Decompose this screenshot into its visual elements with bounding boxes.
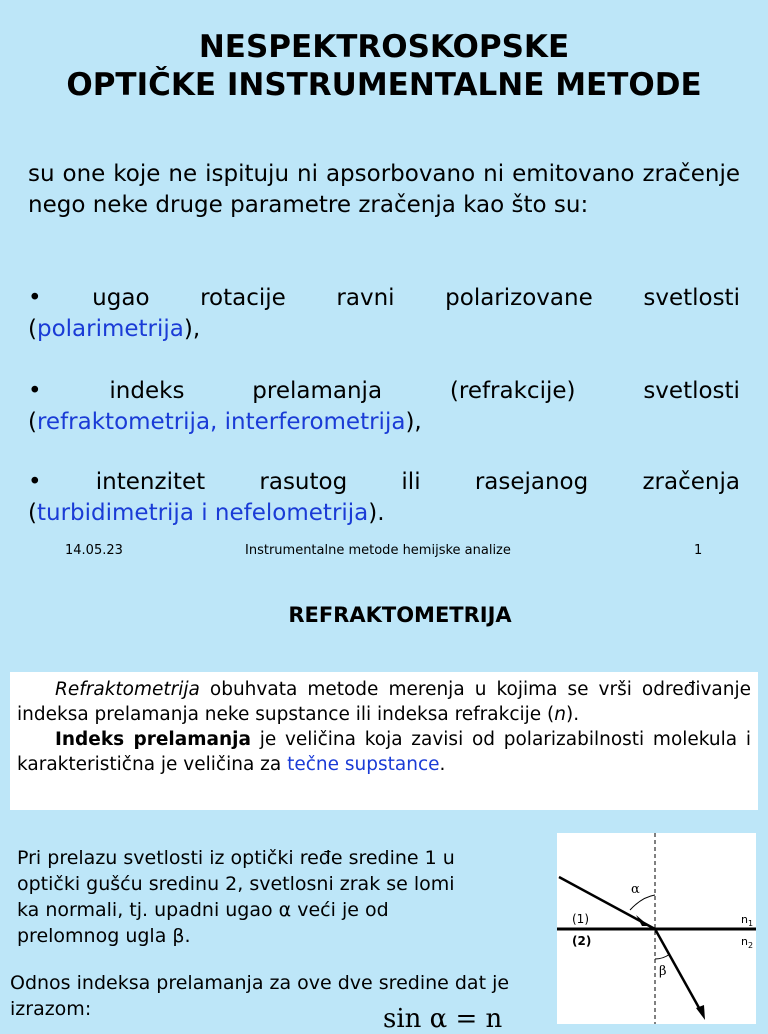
bullet-word: intenzitet [95,469,206,495]
section-title: REFRAKTOMETRIJA [288,603,512,627]
ratio-text: Odnos indeksa prelamanja za ove dve sredine dat je izrazom: [10,972,510,1020]
paren: ( [28,500,37,526]
refraction-explanation [17,845,477,949]
bullet-marker: • [28,285,42,311]
slide-title-line-2: OPTIČKE INSTRUMENTALNE METODE [66,67,702,103]
alpha-label: α [631,882,640,897]
bullet-polarimetry [28,283,740,345]
bullet-word: (refrakcije) [449,378,576,404]
definition-text: ). [566,704,580,725]
bullet-word: zračenja [642,469,740,495]
slide-title [0,28,768,104]
highlight-term: tečne supstance [287,754,440,775]
definition-text: . [439,754,446,775]
slide-title-line-1: NESPEKTROSKOPSKE [198,29,570,65]
explanation-text: Pri prelazu svetlosti iz optički ređe sredine 1 u optički gušću sredinu 2, svetlosni zrak se lomi ka normali, tj. upadni ugao [17,847,455,921]
formula: sin α = n [383,1004,503,1034]
bullet-marker: • [28,469,42,495]
intro-paragraph: su one koje ne ispituju ni apsorbovano ni emitovano zračenje nego neke druge parametre zračenja kao što su: [28,161,740,218]
paren: ), [183,316,201,342]
bullet-word: indeks [109,378,185,404]
term-italic: Refraktometrija [55,679,200,700]
n2-label: $n_2$ [741,935,754,950]
bullet-word: prelamanja [252,378,383,404]
paren: ( [28,316,37,342]
bullet-turbidimetry [28,467,740,529]
bullet-word: rasutog [259,469,348,495]
paren: ). [368,500,385,526]
n1-label: $n_1$ [741,913,754,928]
bullet-refractometry [28,376,740,438]
beta-arc [655,954,670,959]
footer-course: Instrumentalne metode hemijske analize [245,543,511,558]
alpha-symbol: α [278,899,292,921]
term-bold: Indeks prelamanja [55,729,251,750]
beta-label: β [659,964,667,979]
refraction-diagram-svg [557,833,756,1024]
footer-page-number: 1 [694,543,703,558]
explanation-text: veći je od prelomnog ugla [17,899,389,947]
definition-text: je veličina koja zavisi od polarizabilnosti molekula i karakteristična je veličina za [17,729,752,775]
medium-2-label: (2) [572,934,592,948]
bullet-word: svetlosti [643,378,740,404]
method-term: turbidimetrija i nefelometrija [36,500,369,526]
definition-paragraph-1 [17,677,751,727]
definition-box [10,672,758,810]
bullet-word: ugao [92,285,150,311]
medium-1-label: (1) [572,912,589,926]
beta-symbol: β [172,925,185,947]
definition-text: obuhvata metode merenja u kojima se vrši određivanje indeksa prelamanja neke supstance ili indeksa refrakcije ( [17,679,751,725]
variable-n: n [554,704,566,725]
alpha-arc [630,895,655,910]
refraction-diagram [557,833,756,1024]
bullet-word: ravni [336,285,395,311]
method-term: refraktometrija, interferometrija [36,409,406,435]
footer-date: 14.05.23 [65,543,123,558]
paren: ( [28,409,37,435]
explanation-text: . [184,925,191,947]
bullet-marker: • [28,378,42,404]
method-term: polarimetrija [36,316,184,342]
bullet-word: polarizovane [445,285,593,311]
definition-paragraph-2 [17,727,751,777]
bullet-word: rasejanog [474,469,589,495]
paren: ), [405,409,422,435]
bullet-word: ili [401,469,421,495]
bullet-word: svetlosti [643,285,740,311]
bullet-word: rotacije [200,285,286,311]
